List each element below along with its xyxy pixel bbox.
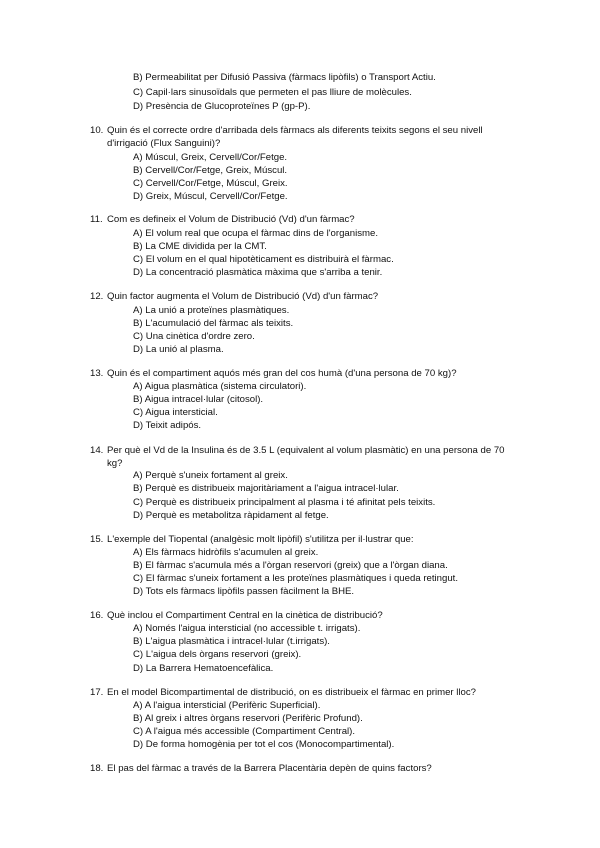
q15-option-b: B) El fàrmac s'acumula més a l'òrgan reservori (greix) que a l'òrgan diana. [133,560,448,571]
question-17 [90,686,530,699]
question-number: 17. [90,687,104,698]
q16-option-a: A) Només l'aigua intersticial (no accessible t. irrigats). [133,623,361,634]
question-number: 14. [90,445,104,456]
q15-option-d: D) Tots els fàrmacs lipòfils passen fàcilment la BHE. [133,586,355,597]
q14-option-b: B) Perquè es distribueix majoritàriament a l'aigua intracel·lular. [133,483,399,494]
question-number: 16. [90,610,104,621]
q16-option-d: D) La Barrera Hematoencefàlica. [133,663,274,674]
q10-option-c: C) Cervell/Cor/Fetge, Múscul, Greix. [133,178,288,189]
q14-option-a: A) Perquè s'uneix fortament al greix. [133,470,288,481]
q14-option-c: C) Perquè es distribueix principalment al plasma i té afinitat pels teixits. [133,497,436,508]
q9-option-c: C) Capil·lars sinusoïdals que permeten el pas lliure de molècules. [133,87,412,98]
question-text-line1: Quin és el correcte ordre d'arribada dels fàrmacs als diferents teixits segons el seu nivell [107,125,483,136]
question-text: L'exemple del Tiopental (analgèsic molt lipòfil) s'utilitza per il·lustrar que: [107,534,414,545]
question-number: 12. [90,291,104,302]
q9-option-b: B) Permeabilitat per Difusió Passiva (fàrmacs lipòfils) o Transport Actiu. [133,72,436,83]
q11-option-c: C) El volum en el qual hipotèticament es distribuirà el fàrmac. [133,254,394,265]
question-14 [90,444,530,470]
question-11 [90,213,530,226]
question-number: 10. [90,125,104,136]
question-text: Com es defineix el Volum de Distribució (Vd) d'un fàrmac? [107,214,355,225]
q13-option-d: D) Teixit adipós. [133,420,202,431]
question-text-line2: kg? [107,458,123,469]
q11-option-b: B) La CME dividida per la CMT. [133,241,267,252]
q12-option-d: D) La unió al plasma. [133,344,224,355]
q11-option-d: D) La concentració plasmàtica màxima que s'arriba a tenir. [133,267,383,278]
q16-option-c: C) L'aigua dels òrgans reservori (greix). [133,649,302,660]
q10-option-d: D) Greix, Múscul, Cervell/Cor/Fetge. [133,191,288,202]
question-text: Quin és el compartiment aquós més gran del cos humà (d'una persona de 70 kg)? [107,368,457,379]
q12-option-b: B) L'acumulació del fàrmac als teixits. [133,318,294,329]
q16-option-b: B) L'aigua plasmàtica i intracel·lular (t.irrigats). [133,636,330,647]
q10-option-a: A) Múscul, Greix, Cervell/Cor/Fetge. [133,152,288,163]
question-number: 15. [90,534,104,545]
question-text: Quin factor augmenta el Volum de Distribució (Vd) d'un fàrmac? [107,291,379,302]
q17-option-a: A) A l'aigua intersticial (Perifèric Superficial). [133,700,321,711]
question-number: 18. [90,763,104,774]
question-16 [90,609,530,622]
question-12 [90,290,530,303]
question-18 [90,762,530,775]
q13-option-c: C) Aigua intersticial. [133,407,218,418]
q11-option-a: A) El volum real que ocupa el fàrmac dins de l'organisme. [133,228,378,239]
q17-option-d: D) De forma homogènia per tot el cos (Monocompartimental). [133,739,395,750]
q9-option-d: D) Presència de Glucoproteïnes P (gp-P). [133,101,311,112]
question-number: 11. [90,214,103,225]
question-text-line1: Per què el Vd de la Insulina és de 3.5 L (equivalent al volum plasmàtic) en una persona de 70 [107,445,505,456]
q10-option-b: B) Cervell/Cor/Fetge, Greix, Múscul. [133,165,288,176]
q15-option-c: C) El fàrmac s'uneix fortament a les proteïnes plasmàtiques i queda retingut. [133,573,458,584]
question-15 [90,533,530,546]
q17-option-b: B) Al greix i altres òrgans reservori (Perifèric Profund). [133,713,363,724]
question-10 [90,124,530,150]
question-number: 13. [90,368,104,379]
q12-option-a: A) La unió a proteïnes plasmàtiques. [133,305,290,316]
q14-option-d: D) Perquè es metabolitza ràpidament al fetge. [133,510,329,521]
q15-option-a: A) Els fàrmacs hidròfils s'acumulen al greix. [133,547,319,558]
question-text: En el model Bicompartimental de distribució, on es distribueix el fàrmac en primer lloc? [107,687,476,698]
question-13 [90,367,530,380]
question-text: El pas del fàrmac a través de la Barrera Placentària depèn de quins factors? [107,763,432,774]
q12-option-c: C) Una cinètica d'ordre zero. [133,331,255,342]
q13-option-b: B) Aigua intracel·lular (citosol). [133,394,264,405]
question-text-line2: d'irrigació (Flux Sanguini)? [107,138,221,149]
q13-option-a: A) Aigua plasmàtica (sistema circulatori). [133,381,307,392]
q17-option-c: C) A l'aigua més accessible (Compartiment Central). [133,726,356,737]
question-text: Què inclou el Compartiment Central en la cinètica de distribució? [107,610,383,621]
